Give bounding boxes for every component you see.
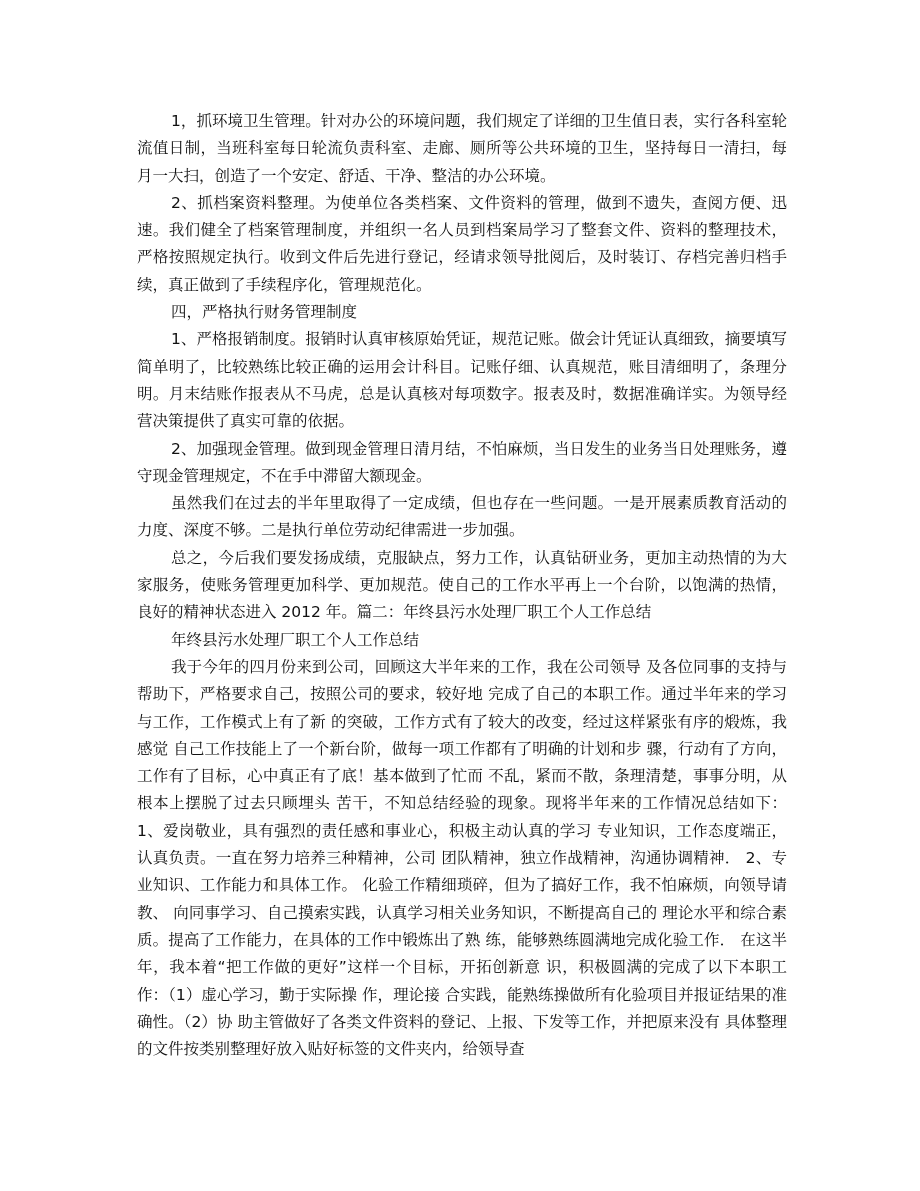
paragraph-cash-management: 2、加强现金管理。做到现金管理日清月结，不怕麻烦，当日发生的业务当日处理账务，遵守现金管理规定，不在手中滞留大额现金。 (137, 439, 787, 485)
paragraph-conclusion: 总之，今后我们要发扬成绩，克服缺点，努力工作，认真钻研业务，更加主动热情的为大家服务，使账务管理更加科学、更加规范。使自己的工作水平再上一个台阶，以饱满的热情，良好的精神状态进入 2012 年。篇二：年终县污水处理厂职工个人工作总结 (137, 548, 787, 622)
article-title: 年终县污水处理厂职工个人工作总结 (171, 630, 420, 649)
paragraph-personal-summary: 我于今年的四月份来到公司，回顾这大半年来的工作，我在公司领导 及各位同事的支持与帮助下，严格要求自己，按照公司的要求，较好地 完成了自己的本职工作。通过半年来的学习与工作，工作模式上有了新 的突破，工作方式有了较大的改变，经过这样紧张有序的煅炼，我感觉 自己工作技能上了一个新台阶，做每一项工作都有了明确的计划和步 骤，行动有了方向，工作有了目标，心中真正有了底！基本做到了忙而 不乱，紧而不散，条理清楚，事事分明，从根本上摆脱了过去只顾埋头 苦干，不知总结经验的现象。现将半年来的工作情况总结如下： 1、爱岗敬业，具有强烈的责任感和事业心，积极主动认真的学习 专业知识，工作态度端正，认真负责。一直在努力培养三种精神，公司 团队精神，独立作战精神，沟通协调精神． 2、专业知识、工作能力和具体工作。 化验工作精细琐碎，但为了搞好工作，我不怕麻烦，向领导请教、 向同事学习、自己摸索实践，认真学习相关业务知识，不断提高自己的 理论水平和综合素质。提高了工作能力，在具体的工作中锻炼出了熟 练，能够熟练圆满地完成化验工作． 在这半年，我本着“把工作做的更好”这样一个目标，开拓创新意 识，积极圆满的完成了以下本职工作：（1）虚心学习，勤于实际操 作，理论接 合实践，能熟练操做所有化验项目并报证结果的准确性。（2）协 助主管做好了各类文件资料的登记、上报、下发等工作，并把原来没有 具体整理的文件按类别整理好放入贴好标签的文件夹内，给领导查 (137, 657, 787, 1059)
paragraph-reimbursement-system: 1、严格报销制度。报销时认真审核原始凭证，规范记账。做会计凭证认真细致，摘要填写简单明了，比较熟练比较正确的运用会计科目。记账仔细、认真规范，账目清细明了，条理分明。月末结账作报表从不马虎，总是认真核对每项数字。报表及时，数据准确详实。为领导经营决策提供了真实可靠的依据。 (137, 330, 787, 431)
section-heading-finance: 四，严格执行财务管理制度 (171, 303, 358, 322)
paragraph-hygiene-management: 1，抓环境卫生管理。针对办公的环境问题，我们规定了详细的卫生值日表，实行各科室轮流值日制，当班科室每日轮流负责科室、走廊、厕所等公共环境的卫生，坚持每日一清扫，每月一大扫，创造了一个安定、舒适、干净、整洁的办公环境。 (137, 112, 787, 185)
paragraph-archive-management: 2、抓档案资料整理。为使单位各类档案、文件资料的管理，做到不遗失，查阅方便、迅速。我们健全了档案管理制度，并组织一名人员到档案局学习了整套文件、资料的整理技术，严格按照规定执行。收到文件后先进行登记，经请求领导批阅后，及时装订、存档完善归档手续，真正做到了手续程序化，管理规范化。 (137, 193, 787, 294)
document-body (137, 108, 787, 1063)
paragraph-problems: 虽然我们在过去的半年里取得了一定成绩，但也存在一些问题。一是开展素质教育活动的力度、深度不够。二是执行单位劳动纪律需进一步加强。 (137, 494, 787, 540)
